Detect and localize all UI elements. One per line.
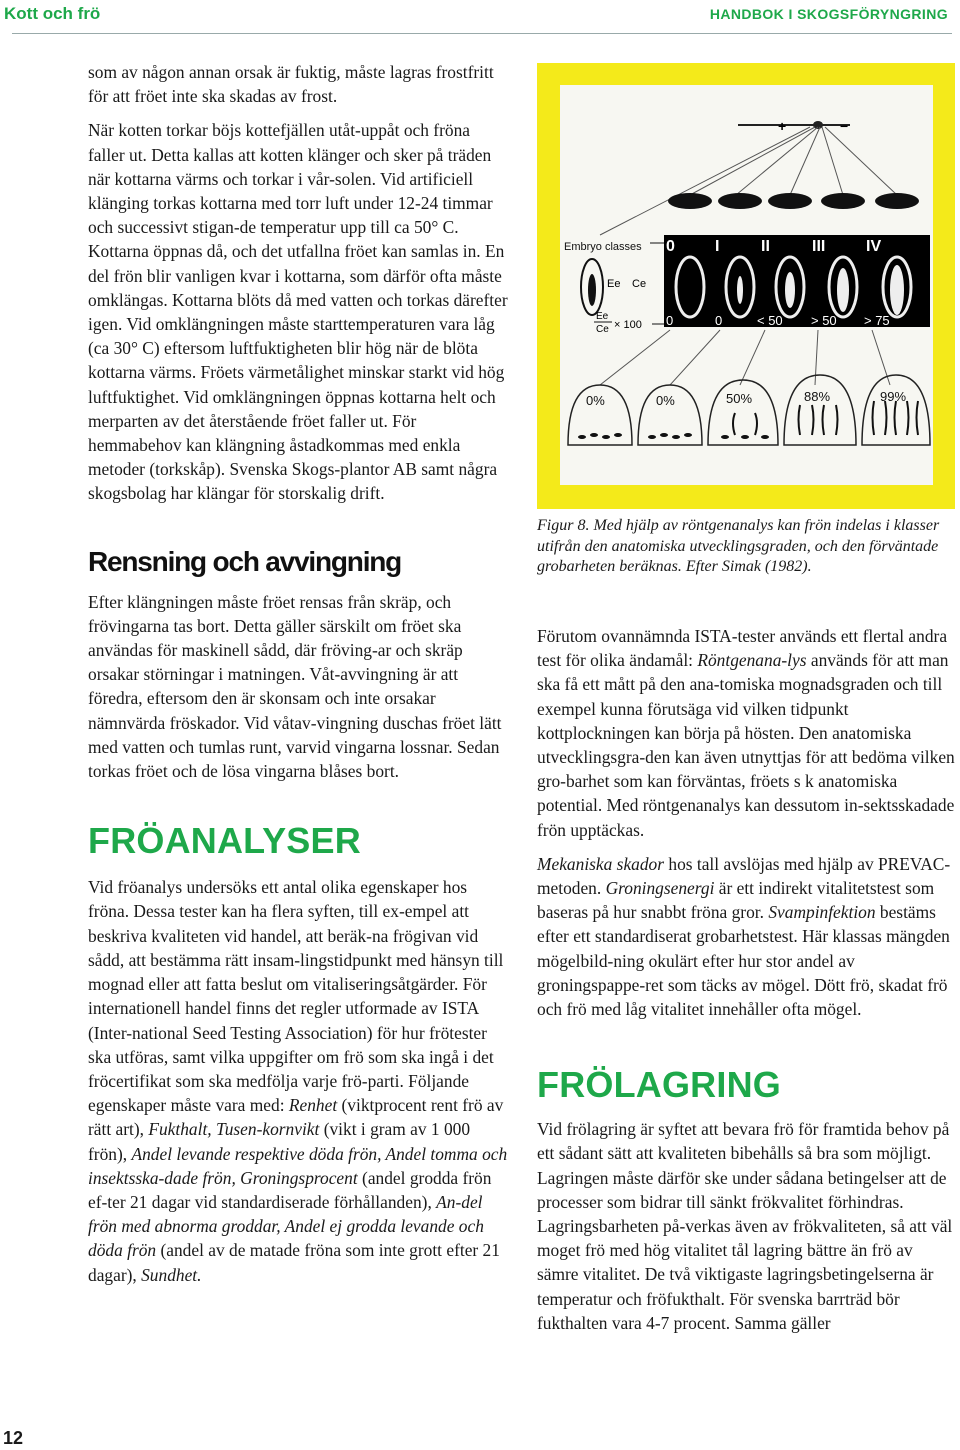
book-title: HANDBOK I SKOGSFÖRYNGRING [709,6,948,22]
class-label: III [812,238,826,255]
ratio-ce: Ce [596,324,609,335]
ratio-value: > 50 [811,313,837,328]
heading-rensning: Rensning och avvingning [88,545,402,577]
figure-caption: Figur 8. Med hjälp av röntgenanalys kan frön indelas i klasser utifrån den anatomiska utvecklingsgraden, och den förväntade grobarheten beräknas. Efter Simak (1982). [537,517,940,575]
ratio-value: 0 [666,313,674,328]
header-rule [12,33,952,34]
sprouts [733,401,918,435]
right-column [537,624,955,1335]
embryo-diagram-shape [588,274,596,306]
germination-percent: 99% [880,389,907,404]
paragraph: Efter klängningen måste fröet rensas från skräp, och frövingarna tas bort. Detta gäller särskilt om fröet ska användas för maskinell sådd, där fröving-ar och skräp orsakar störningar i matningen. Våt-avvingning är att föredra, eftersom den är skonsam och inte orsakar nämnvärda fröskador. Vid våtav-vingning duschas fröet lätt med vatten och tumlas runt, varvid vingarna lossnar. Sedan torkas fröet och de lösa vingarna blåses bort. [88,591,502,782]
minus-sign: − [840,118,849,134]
paragraph: som av någon annan orsak är fuktig, måste lagras frostfritt för att fröet inte ska skadas av frost. [88,62,494,107]
germination-percent: 0% [656,393,675,408]
germination-percent: 50% [726,391,753,406]
heading-frolagring: FRÖLAGRING [537,1064,781,1106]
germination-domes [568,375,930,445]
ray-lines [600,127,897,235]
heading-froanalyser: FRÖANALYSER [88,820,361,862]
seed-row [668,193,919,209]
paragraph: Mekaniska skador hos tall avslöjas med hjälp av PREVAC-metoden. Groningsenergi är ett indirekt vitalitetstest som baseras på hur snabbt fröna gror. Svampinfektion bestäms efter ett standardiserat grobarhetstest. Här klassas mängden mögelbild-ning okulärt efter hur stor andel av groningspappe-ret som täcks av mögel. Dött frö, skadat frö och frö med låg vitalitet innehåller ofta mögel. [537,853,951,1020]
paragraph: Vid frölagring är syftet att bevara frö för framtida behov på ett sådant sätt att kvaliteten bibehålls så bra som möjligt. Lagringen måste därför ske under sådana betingelser att de processer som bidrar till sänkt frökvalitet förhindras. Lagringsbarheten på-verkas även av frökvaliteten, så att väl moget frö med hög vitalitet tål lagring bättre än frö av sämre vitalitet. De två viktigaste lagringsbetingelserna är temperatur och fröfukthalt. För svenska barrträd bör fukthalten vara 4-7 procent. Samma gäller [537,1119,953,1333]
ratio-value: 0 [715,313,723,328]
page-number: 12 [3,1428,24,1448]
paragraph: Förutom ovannämnda ISTA-tester används ett flertal andra test för olika ändamål: Röntgenana-lys används för att man ska få ett mått på den ana-tomiska mognadsgraden och till exempel kunna förutsäga vid vilken tidpunkt kottplockningen kan börja på hösten. Den anatomiska utvecklingsgra-den kan även utnyttjas för att bedöma vilken gro-barhet som kan förväntas, fröets s k anatomiska potential. Med röntgenanalys kan dessutom in-sektsskadade frön upptäckas. [537,626,955,840]
germination-percent: 88% [804,389,831,404]
ratio-ee: Ee [596,311,609,322]
arrow-lines [600,330,890,385]
paragraph: När kotten torkar böjs kottefjällen utåt-uppåt och fröna faller ut. Detta kallas att kotten klänger och sker på träden när kottarna värms och torkar i vår-solen. Vid artificiell klänging torkas kottarna med torr luft under 12-24 timmar och successivt stigan-de temperatur upp till ca 50° C. Kottarna öppnas då, och det utfallna fröet kan samlas in. En del frön blir vanligen kvar i kottarna, som därför ofta måste omklängas. Kottarna blöts då med vatten och torkas därefter igen. Vid omklängningen måste starttemperaturen vara låg (ca 30° C) eftersom luftfuktigheten blir hög när de blöta kottarna värms. Fröets värmetålighet minskar starkt vid hög luftfuktighet. Vid omklängningen öppnas kottarna helt och merparten av det återstående fröet faller ut. För hemmabehov kan klängning åstadkommas med enkla metoder (torkskåp). Svenska Skogs-plantor AB samt några skogsbolag har klängar för storskalig drift. [88,120,508,504]
class-label: IV [866,238,882,255]
ratio-multiplier: × 100 [614,319,642,331]
ce-label: Ce [632,278,647,290]
class-label: 0 [666,238,675,255]
class-label: II [761,238,770,255]
paragraph: Vid fröanalys undersöks ett antal olika egenskaper hos fröna. Dessa tester kan ha flera syften, till ex-empel att beskriva kvaliteten vid handel, att beräk-na frögivan vid sådd, att bestämma rätt insam-lingstidpunkt med hänsyn till mognad eller att fatta beslut om vitaliseringsåtgärder. För internationell handel finns det regler utformade av ISTA (Inter-national Seed Testing Association) för hur frötester ska utföras, samt vilka uppgifter om frö som ska ingå i det fröcertifikat som ska medfölja varje frö-parti. Följande egenskaper måste vara med: Renhet (viktprocent rent frö av rätt art), Fukthalt, Tusen-kornvikt (vikt i gram av 1 000 frön), Andel levande respektive döda frön, Andel tomma och insektsska-dade frön, Groningsprocent (andel grodda frön ef-ter 21 dagar vid standardiserade förhållanden), An-del frön med abnorma groddar, Andel ej grodda levande och döda frön (andel av de matade fröna som inte grott efter 21 dagar), Sundhet. [88,877,508,1285]
page-header [0,0,960,28]
germinating-seeds [578,433,769,439]
left-column [88,60,508,1287]
figure-frame [537,63,955,509]
embryo-diagram [560,85,933,485]
section-title: Kott och frö [4,4,101,23]
plus-sign: + [778,118,787,134]
ratio-value: > 75 [864,313,890,328]
germination-percent: 0% [586,393,605,408]
xray-figure [560,85,933,485]
embryo-classes-label: Embryo classes [564,241,642,253]
ratio-value: < 50 [757,313,783,328]
ee-label: Ee [607,278,621,290]
class-label: I [715,238,720,255]
